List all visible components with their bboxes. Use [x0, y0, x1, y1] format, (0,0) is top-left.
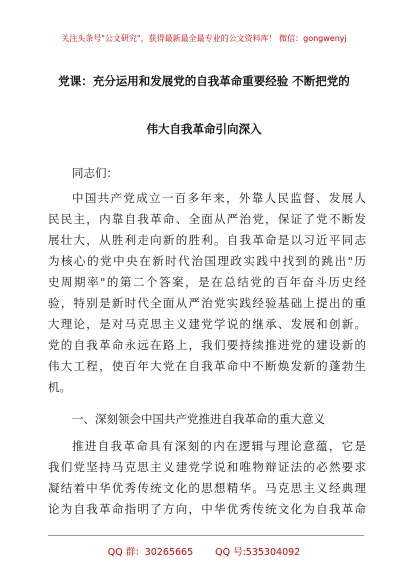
document-title-line-1: 党课：充分运用和发展党的自我革命重要经验 不断把党的	[58, 74, 350, 88]
footer-qq-group: QQ 群：30265665	[107, 547, 194, 558]
section-heading: 一、深刻领会中国共产党推进自我革命的重大意义	[72, 412, 325, 426]
footer	[0, 544, 408, 558]
paragraph-line: 机。	[48, 380, 71, 394]
document-title-line-2: 伟大自我革命引向深入	[146, 122, 262, 136]
footer-qq-number: QQ 号:535304092	[215, 547, 301, 558]
paragraph-line: 我们党坚持马克思主义建党学说和唯物辩证法的必然要求	[48, 460, 366, 474]
greeting: 同志们：	[72, 166, 118, 180]
paragraph-line: 为核心的党中央在新时代治国理政实践中找到的跳出"历	[48, 254, 366, 268]
paragraph-line: 验，特别是新时代全面从严治党实践经验基础上提出的重	[48, 296, 366, 310]
paragraph-line: 推进自我革命具有深刻的内在逻辑与理论意蕴，它是	[72, 439, 366, 453]
paragraph-line: 凝结着中华优秀传统文化的思想精华。马克思主义经典理	[48, 481, 366, 495]
paragraph-line: 党的自我革命永远在路上，我们要持续推进党的建设新的	[48, 338, 366, 352]
footer-divider	[48, 535, 364, 536]
paragraph-line: 民民主，内靠自我革命、全面从严治党，保证了党不断发	[48, 212, 366, 226]
paragraph-line: 伟大工程，使百年大党在自我革命中不断焕发新的蓬勃生	[48, 359, 366, 373]
header-notice: 关注头条号"公文研究"，获得最新最全最专业的公文资料库！ 微信：gongwenyj	[61, 34, 347, 43]
paragraph-line: 大理论，是对马克思主义建党学说的继承、发展和创新。	[48, 317, 366, 331]
paragraph-line: 史周期率"的第二个答案，是在总结党的百年奋斗历史经	[48, 275, 366, 289]
paragraph-line: 论为自我革命指明了方向，中华优秀传统文化为自我革命	[48, 502, 366, 516]
paragraph-line: 中国共产党成立一百多年来，外靠人民监督、发展人	[72, 191, 366, 205]
paragraph-line: 展壮大，从胜利走向新的胜利。自我革命是以习近平同志	[48, 233, 366, 247]
